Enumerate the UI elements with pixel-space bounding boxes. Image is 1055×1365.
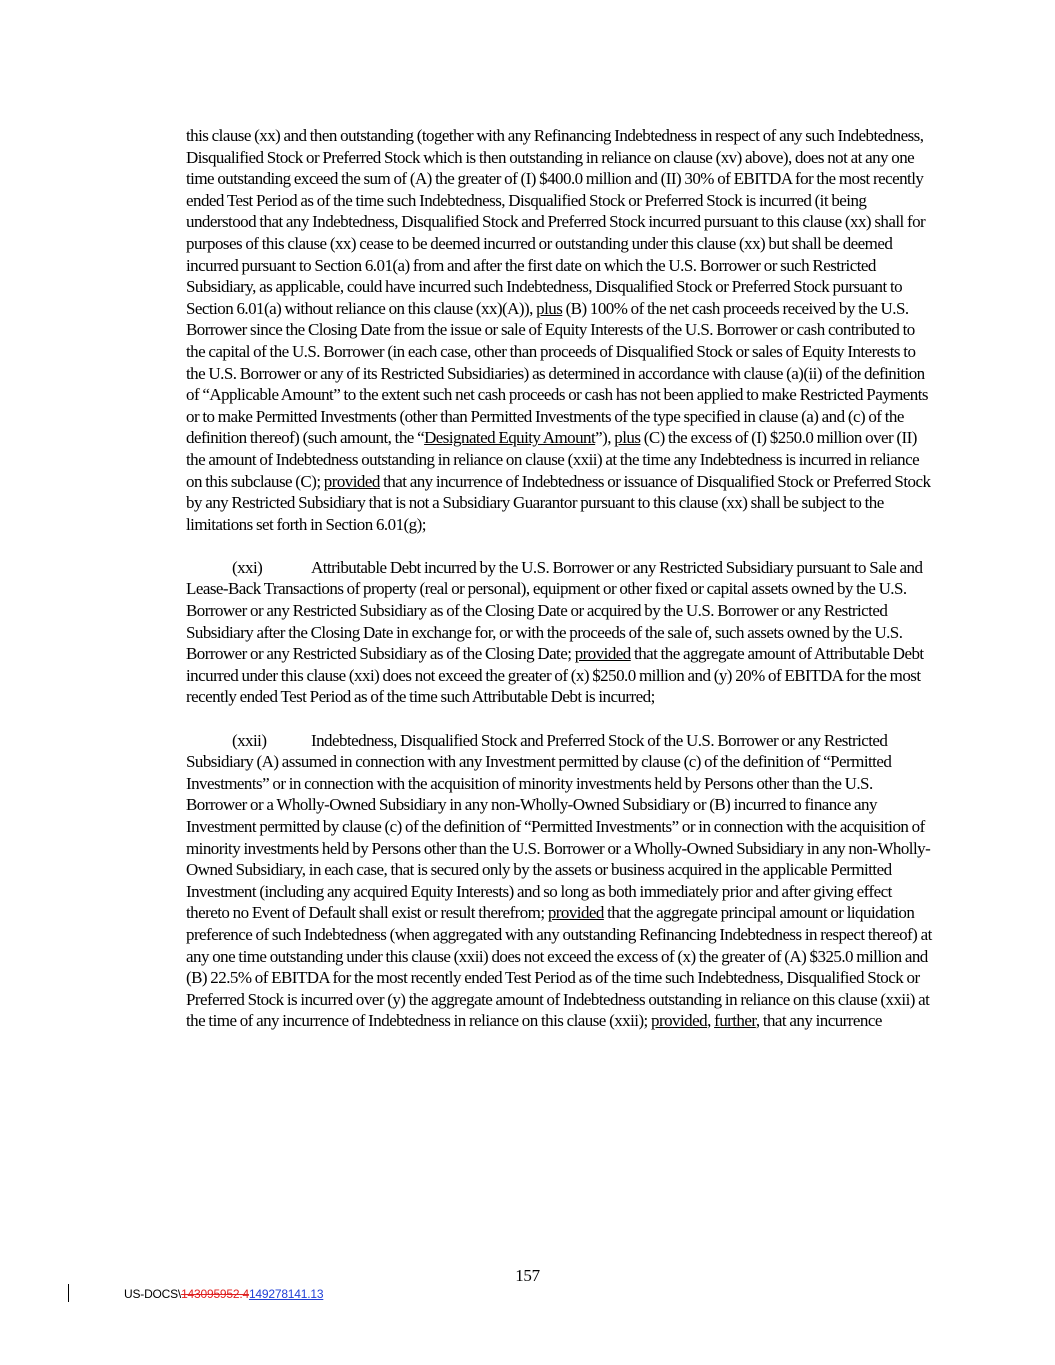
defined-term: Designated Equity Amount [424,428,596,448]
text-run: (C) the excess of (I) $250.0 million over (II) the amount of Indebtedness outstanding in reliance on clause (xxii) at the time any Indebtedness is incurred in reliance on this subclause (C); [186,428,920,491]
text-run: that any incurrence of Indebtedness or issuance of Disqualified Stock or Preferred Stock by any Restricted Subsidiary that is not a Subsidiary Guarantor pursuant to this clause (xx) shall be subject to the limitations set forth in Section 6.01(g); [186,471,931,534]
text-run: that the aggregate principal amount or liquidation preference of such Indebtedness (when aggregated with any outstanding Refinancing Indebtedness in respect thereof) at any one time outstanding under this clause (xxii) does not exceed the excess of (x) the greater of (A) $325.0 million and (B) 22.5% of EBITDA for the most recently ended Test Period as of the time such Indebtedness, Disqualified Stock or Preferred Stock is incurred over (y) the aggregate amount of Indebtedness outstanding in reliance on this clause (xxii) at the time of any incurrence of Indebtedness in reliance on this clause (xxii); [186,903,932,1031]
doc-id-inserted: 149278141.13 [248,1287,324,1301]
text-run: , [707,1011,715,1031]
document-id [124,1287,323,1301]
text-run: that the aggregate amount of Attributable Debt incurred under this clause (xxi) does not exceed the greater of (x) $250.0 million and (y) 20% of EBITDA for the most recently ended Test Period as of the time such Attributable Debt is incurred; [186,644,924,707]
text-run: ”), [595,428,615,448]
clause-number: (xxii) [232,730,267,750]
paragraph-clause-xxi [186,557,936,708]
paragraph-clause-xx-continued [186,125,936,535]
text-run: Attributable Debt incurred by the U.S. Borrower or any Restricted Subsidiary pursuant to Sale and Lease-Back Transactions of property (real or personal), equipment or other fixed or capital assets owned by the U.S. Borrower or any Restricted Subsidiary as of the Closing Date or acquired by the U.S. Borrower or any Restricted Subsidiary after the Closing Date in exchange for, or with the proceeds of the sale of, such assets owned by the U.S. Borrower or any Restricted Subsidiary as of the Closing Date; [186,557,923,664]
clause-number: (xxi) [232,557,263,577]
underlined-term: provided [651,1011,708,1031]
underlined-term: provided [547,903,604,923]
document-body [186,125,936,1032]
text-run: Indebtedness, Disqualified Stock and Preferred Stock of the U.S. Borrower or any Restricted Subsidiary (A) assumed in connection with any Investment permitted by clause (c) of the definition of “Permitted Investments” or in connection with the acquisition of minority investments held by Persons other than the U.S. Borrower or a Wholly-Owned Subsidiary in any non-Wholly-Owned Subsidiary or (B) incurred to finance any Investment permitted by clause (c) of the definition of “Permitted Investments” or in connection with the acquisition of minority investments held by Persons other than the U.S. Borrower or a Wholly-Owned Subsidiary in any non-Wholly-Owned Subsidiary, in each case, that is secured only by the assets or business acquired in the applicable Permitted Investment (including any acquired Equity Interests) and so long as both immediately prior and after giving effect thereto no Event of Default shall exist or result therefrom; [186,730,931,923]
text-run: , that any incurrence [755,1011,882,1031]
revision-change-bar [68,1284,69,1302]
underlined-term: further [714,1011,756,1031]
page-number: 157 [515,1266,540,1285]
underlined-term: provided [323,471,380,491]
text-run: (B) 100% of the net cash proceeds received by the U.S. Borrower since the Closing Date from the issue or sale of Equity Interests of the U.S. Borrower or cash contributed to the capital of the U.S. Borrower (in each case, other than proceeds of Disqualified Stock or sales of Equity Interests to the U.S. Borrower or any of its Restricted Subsidiaries) as determined in accordance with clause (a)(ii) of the definition of “Applicable Amount” to the extent such net cash proceeds or cash has not been applied to make Restricted Payments or to make Permitted Investments (other than Permitted Investments of the type specified in clause (a) and (c) of the definition thereof) (such amount, the “ [186,298,928,448]
underlined-term: plus [536,298,563,318]
text-run: this clause (xx) and then outstanding (together with any Refinancing Indebtedness in respect of any such Indebtedness, Disqualified Stock or Preferred Stock which is then outstanding in reliance on clause (xv) above), does not at any one time outstanding exceed the sum of (A) the greater of (I) $400.0 million and (II) 30% of EBITDA for the most recently ended Test Period as of the time such Indebtedness, Disqualified Stock or Preferred Stock is incurred (it being understood that any Indebtedness, Disqualified Stock and Preferred Stock incurred pursuant to this clause (xx) shall for purposes of this clause (xx) cease to be deemed incurred or outstanding under this clause (xx) but shall be deemed incurred pursuant to Section 6.01(a) from and after the first date on which the U.S. Borrower or such Restricted Subsidiary, as applicable, could have incurred such Indebtedness, Disqualified Stock or Preferred Stock pursuant to Section 6.01(a) without reliance on this clause (xx)(A)), [186,126,926,318]
doc-id-deleted: 143095952.4 [181,1287,249,1301]
underlined-term: plus [614,428,641,448]
underlined-term: provided [574,644,631,664]
paragraph-clause-xxii [186,730,936,1032]
doc-id-prefix: US-DOCS\ [124,1287,182,1301]
